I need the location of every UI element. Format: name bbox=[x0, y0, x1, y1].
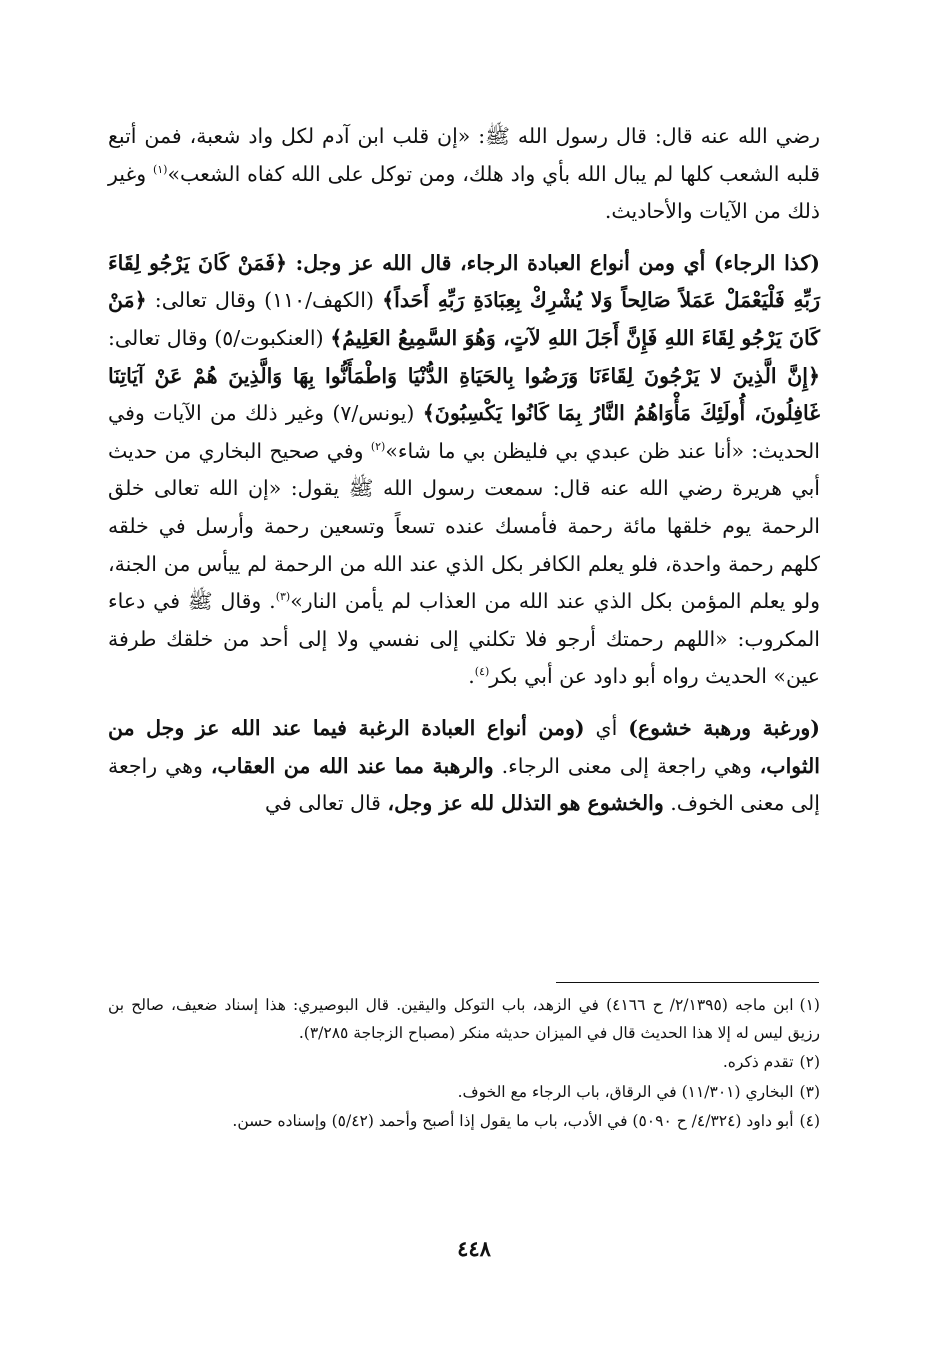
footnote-ref: (٣) bbox=[275, 590, 291, 604]
text-segment: وهي راجعة إلى معنى الخوف. bbox=[108, 753, 820, 816]
text-segment: قال تعالى في bbox=[264, 791, 388, 816]
text-segment: أي bbox=[584, 715, 629, 740]
text-segment-bold: (كذا الرجاء) أي ومن أنواع العبادة الرجاء، قال الله عز وجل: ﴿فَمَنْ كَانَ يَرْجُو لِقَاءَ رَبِّهِ فَلْيَعْمَلْ عَمَلاً صَالِحاً وَلا يُشْرِكْ بِعِبَادَةِ رَبِّهِ أَحَداً﴾ bbox=[108, 250, 821, 313]
main-text bbox=[108, 118, 820, 837]
footnote-text: ابن ماجه (٢/١٣٩٥/ ح ٤١٦٦) في الزهد، باب التوكل واليقين. قال البوصيري: هذا إسناد ضعيف، صالح بن رزيق ليس له إلا هذا الحديث قال في الميزان حديثه منكر (مصباح الزجاجة ٣/٢٨٥). bbox=[108, 996, 820, 1042]
text-segment-bold: والخشوع هو التذلل لله عز وجل، bbox=[387, 791, 664, 816]
footnote-4 bbox=[108, 1108, 820, 1136]
text-segment: رضي الله عنه قال: قال رسول الله ﷺ: «إن قلب ابن آدم لكل واد شعبة، فمن أتبع قلبه الشعب كلها لم يبال الله بأي واد هلك، ومن توكل على الله كفاه الشعب» bbox=[108, 124, 820, 186]
footnote-divider bbox=[556, 982, 819, 983]
text-segment: وغير ذلك من الآيات والأحاديث. bbox=[108, 161, 820, 224]
text-segment: (العنكبوت/٥) وقال تعالى: bbox=[108, 325, 331, 350]
footnote-ref: (٤) bbox=[474, 665, 490, 679]
footnote-text: البخاري (١١/٣٠١) في الرقاق، باب الرجاء مع الخوف. bbox=[457, 1082, 794, 1101]
text-segment: وفي صحيح البخاري من حديث أبي هريرة رضي الله عنه قال: سمعت رسول الله ﷺ يقول: «إن الله تعالى خلق الرحمة يوم خلقها مائة رحمة فأمسك عنده تسعاً وتسعين رحمة وأرسل في خلقه كلهم رحمة واحدة، فلو يعلم الكافر بكل الذي عند الله من الرحمة لم ييأس من الجنة، ولو يعلم المؤمن بكل الذي عند الله من العذاب لم يأمن النار» bbox=[108, 438, 820, 614]
footnote-number: (٤) bbox=[799, 1112, 820, 1130]
paragraph-1 bbox=[108, 118, 820, 231]
text-segment: (يونس/٧) وغير ذلك من الآيات وفي الحديث: «أنا عند ظن عبدي بي فليظن بي ما شاء» bbox=[108, 401, 820, 463]
text-segment-bold: (ومن أنواع العبادة الرغبة فيما عند الله عز وجل من الثواب، bbox=[108, 715, 821, 778]
paragraph-2 bbox=[108, 245, 820, 696]
text-segment-bold: ﴿مَنْ كَانَ يَرْجُو لِقَاءَ اللهِ فَإِنَّ أَجَلَ اللهِ لآتٍ، وَهُوَ السَّمِيعُ العَلِيمُ﴾ bbox=[108, 288, 821, 350]
footnote-ref: (٢) bbox=[370, 439, 386, 453]
footnote-number: (١) bbox=[799, 996, 820, 1014]
text-segment: (الكهف/١١٠) وقال تعالى: bbox=[146, 288, 383, 313]
text-segment: . bbox=[468, 664, 475, 689]
footnote-number: (٢) bbox=[799, 1053, 820, 1071]
footnote-3 bbox=[108, 1079, 820, 1107]
footnote-text: تقدم ذكره. bbox=[722, 1053, 794, 1071]
paragraph-3 bbox=[108, 710, 820, 823]
text-segment-bold: (ورغبة ورهبة خشوع) bbox=[628, 715, 820, 740]
text-segment: . وقال ﷺ في دعاء المكروب: «اللهم رحمتك أرجو فلا تكلني إلى نفسي ولا إلى أحد من خلقك طرفة عين» الحديث رواه أبو داود عن أبي بكر bbox=[108, 589, 820, 689]
footnote-number: (٣) bbox=[799, 1082, 820, 1101]
text-segment-bold: والرهبة مما عند الله من العقاب، bbox=[210, 753, 494, 778]
text-segment: وهي راجعة إلى معنى الرجاء. bbox=[493, 753, 760, 778]
page-number: ٤٤٨ bbox=[457, 1236, 491, 1261]
footnote-2 bbox=[108, 1049, 820, 1077]
footnote-text: أبو داود (٤/٣٢٤/ ح ٥٠٩٠) في الأدب، باب ما يقول إذا أصبح وأحمد (٥/٤٢) وإسناده حسن. bbox=[232, 1112, 794, 1130]
footnote-ref: (١) bbox=[152, 162, 168, 176]
text-segment-bold: ﴿إِنَّ الَّذِينَ لا يَرْجُونَ لِقَاءَنَا وَرَضُوا بِالحَيَاةِ الدُّنْيَا وَاطْمَأَنُّوا بِهَا وَالَّذِينَ هُمْ عَنْ آيَاتِنَا غَافِلُونَ، أُولَئِكَ مَأْوَاهُمُ النَّارُ بِمَا كَانُوا يَكْسِبُونَ﴾ bbox=[108, 363, 821, 426]
footnote-1 bbox=[108, 992, 820, 1047]
footnotes bbox=[108, 992, 820, 1138]
